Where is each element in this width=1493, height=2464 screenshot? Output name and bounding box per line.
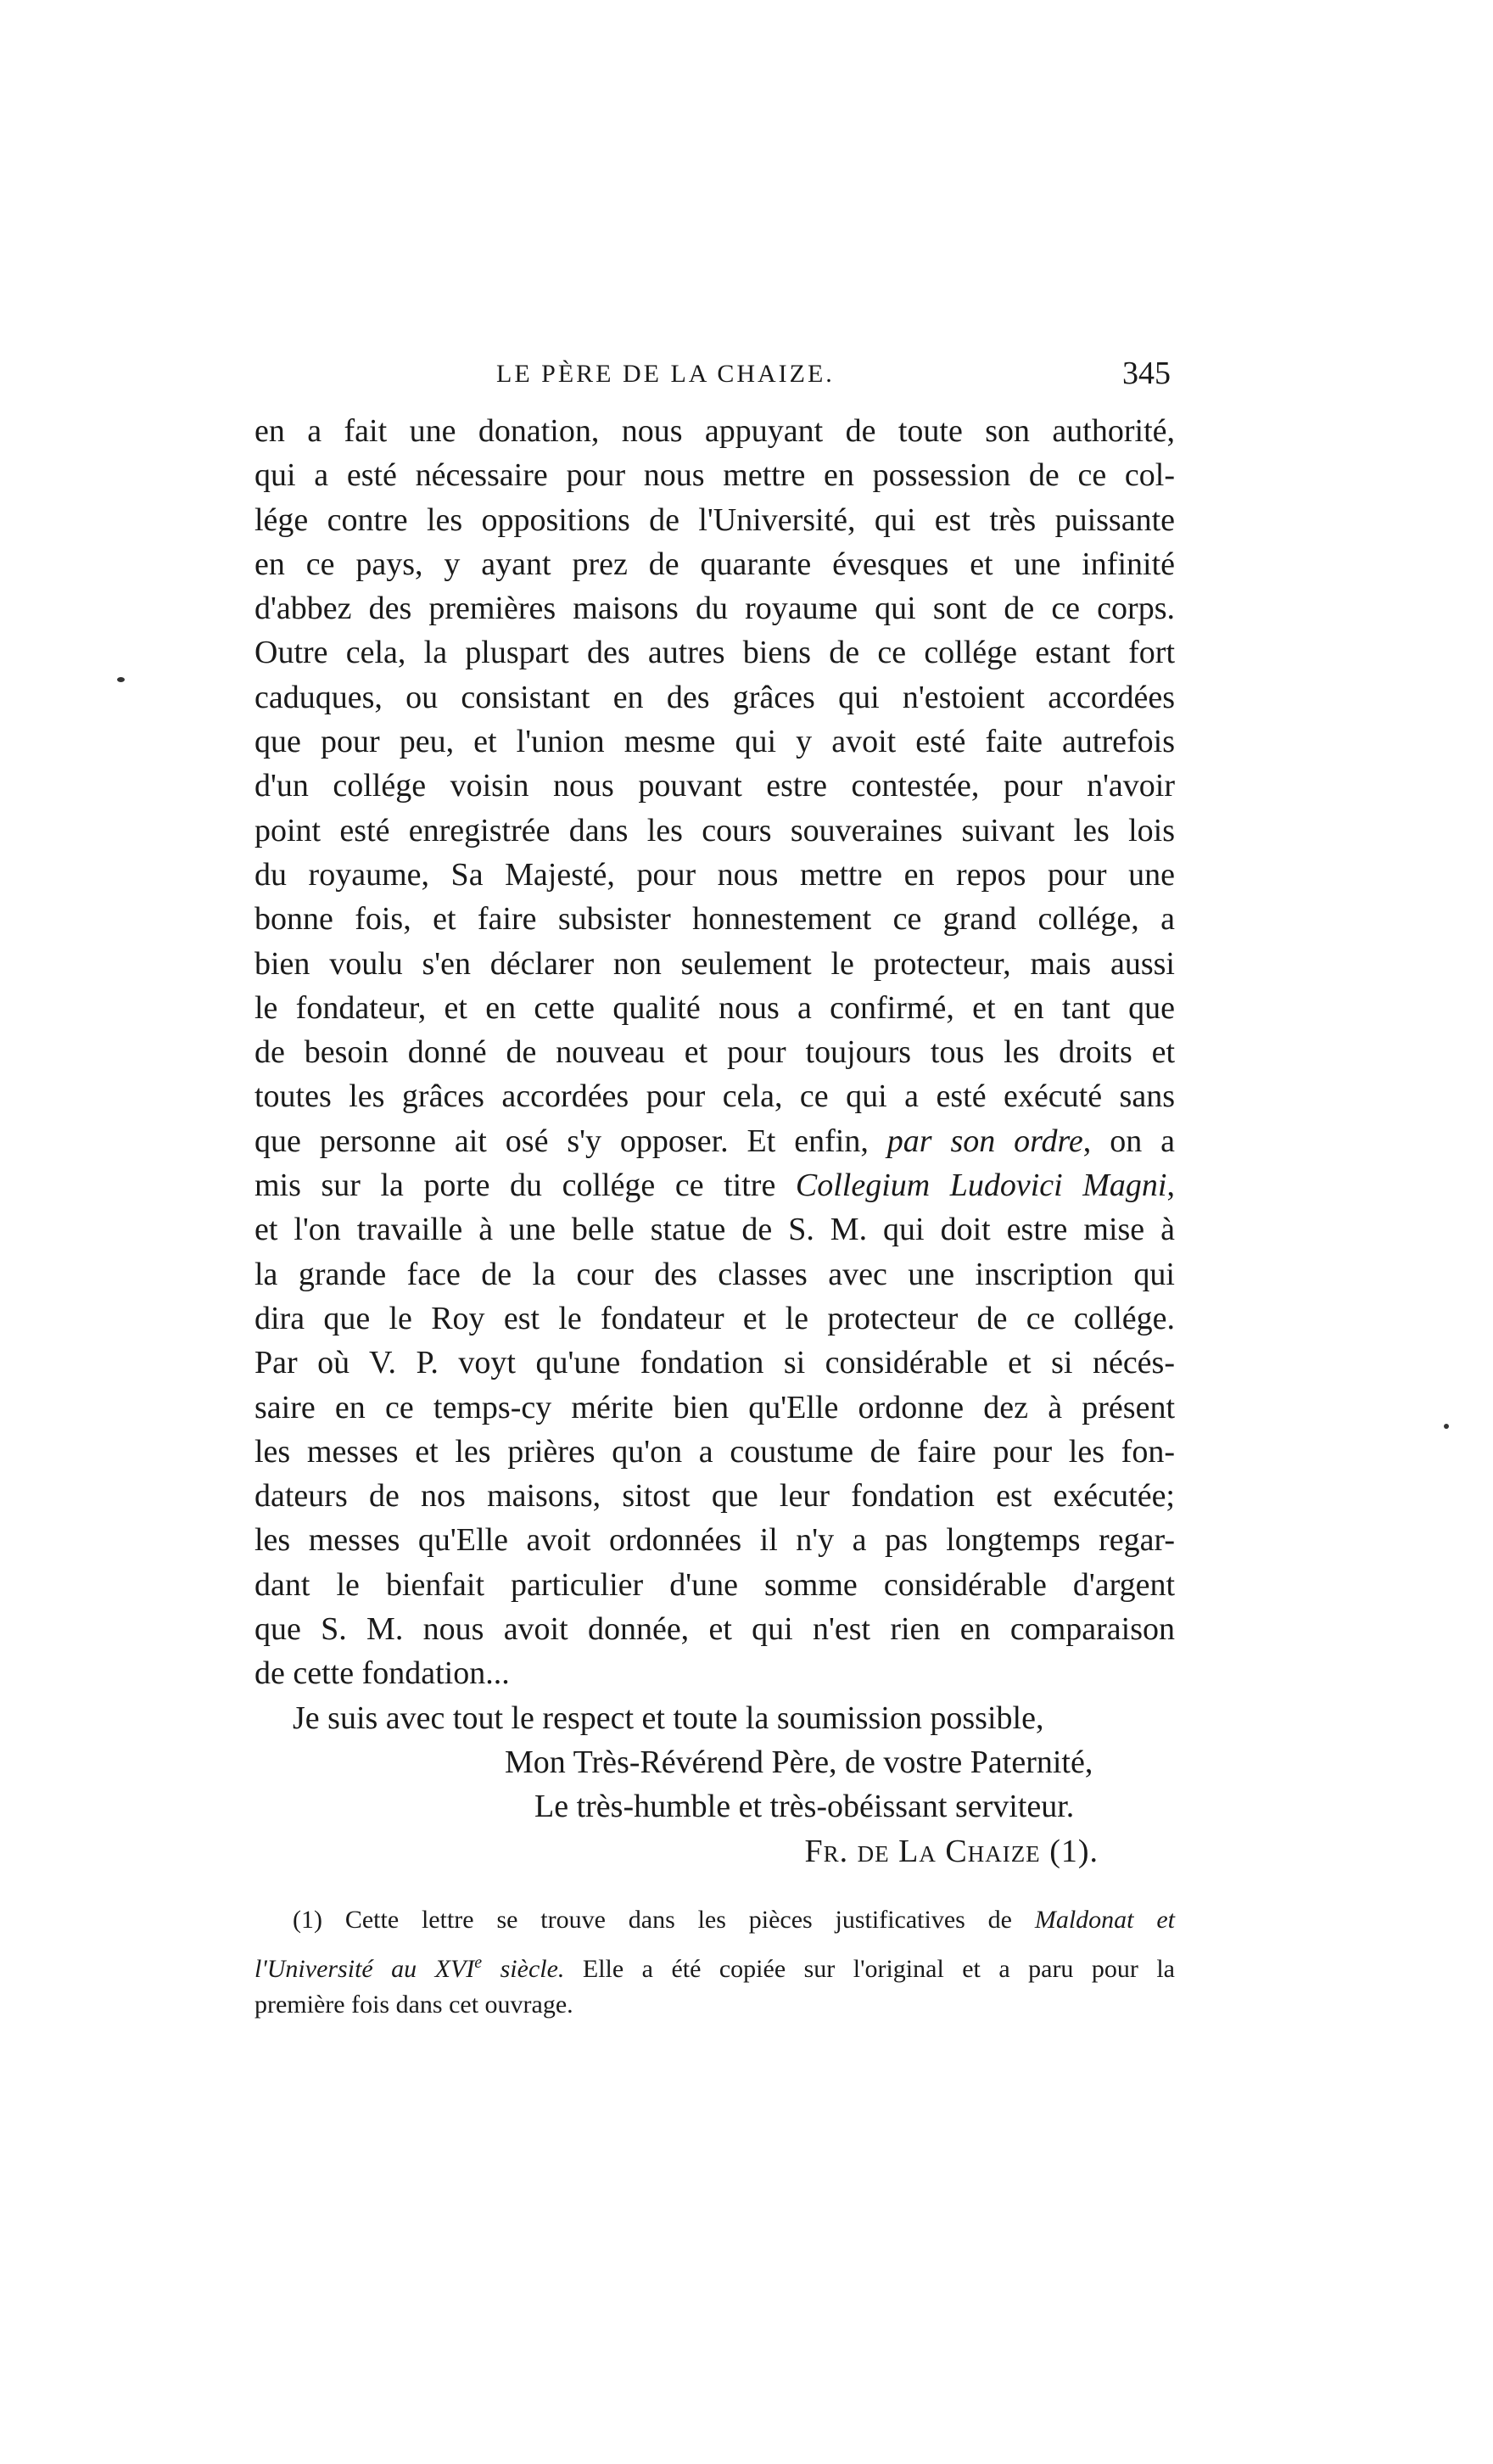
text-line: lége contre les oppositions de l'Université, qui est très puissante [254,501,1175,538]
text-segment: mis sur la porte du collége ce titre [254,1168,776,1204]
text-line: caduques, ou consistant en des grâces qui n'estoient accordées [254,679,1175,715]
footnote-line: première fois dans cet ouvrage. [254,1991,573,2019]
scan-speck [1444,1424,1449,1429]
text-line: d'un collége voisin nous pouvant estre contestée, pour n'avoir [254,768,1175,804]
signature [254,1829,1175,1873]
footnote-line [254,1899,1175,1941]
text-line: Par où V. P. voyt qu'une fondation si considérable et si nécés- [254,1345,1175,1381]
text-line: dant le bienfait particulier d'une somme considérable d'argent [254,1566,1175,1603]
italic-title: Maldonat et [1034,1906,1175,1934]
letter-body [254,409,1175,1873]
text-segment: Elle a été copiée sur l'original et a paru pour la [564,1955,1175,1983]
text-line: les messes et les prières qu'on a coustume de faire pour les fon- [254,1433,1175,1470]
footnote-reference: (1). [1040,1833,1099,1869]
text-line: en ce pays, y ayant prez de quarante évesques et une infinité [254,546,1175,582]
text-line: toutes les grâces accordées pour cela, ce qui a esté exécuté sans [254,1078,1175,1115]
page-number: 345 [1122,356,1171,391]
text-segment: , on a [1082,1123,1176,1159]
text-line: dateurs de nos maisons, sitost que leur fondation est exécutée; [254,1478,1175,1515]
text-line: en a fait une donation, nous appuyant de toute son authorité, [254,413,1175,449]
footnote [254,1899,1175,2026]
italic-phrase: par son ordre [886,1123,1083,1159]
text-line: que pour peu, et l'union mesme qui y avoit esté faite autrefois [254,724,1175,760]
closing-line: Je suis avec tout le respect et toute la soumission possible, [293,1700,1044,1736]
text-segment: (1) Cette lettre se trouve dans les pièces justificatives de [293,1906,1012,1934]
text-line: de besoin donné de nouveau et pour toujours tous les droits et [254,1034,1175,1071]
text-line [254,1163,1175,1207]
closing-line: Le très-humble et très-obéissant serviteur. [534,1789,1075,1825]
scan-speck [117,677,125,682]
text-line: Outre cela, la pluspart des autres biens de ce collége estant fort [254,635,1175,671]
text-segment: , [1166,1168,1175,1204]
signature-name: Fr. de La Chaize [804,1833,1041,1869]
italic-title: l'Université au XVI [254,1955,475,1983]
text-segment: que personne ait osé s'y opposer. Et enfin, [254,1123,869,1159]
text-line: dira que le Roy est le fondateur et le protecteur de ce collége. [254,1300,1175,1336]
running-title: LE PÈRE DE LA CHAIZE. [496,360,835,388]
footnote-line [254,1941,1175,1984]
text-line: bonne fois, et faire subsister honnestement ce grand collége, a [254,901,1175,938]
closing-line: Mon Très-Révérend Père, de vostre Paternité, [505,1744,1093,1780]
text-line: que S. M. nous avoit donnée, et qui n'est rien en comparaison [254,1611,1175,1648]
text-line [254,1119,1175,1163]
text-line: qui a esté nécessaire pour nous mettre en possession de ce col- [254,457,1175,494]
superscript: e [474,1953,483,1972]
text-line: d'abbez des premières maisons du royaume qui sont de ce corps. [254,591,1175,627]
page-header [254,355,1171,406]
italic-title: Collegium Ludovici Magni [795,1168,1167,1204]
text-line: la grande face de la cour des classes avec une inscription qui [254,1256,1175,1292]
text-line: saire en ce temps-cy mérite bien qu'Elle ordonne dez à présent [254,1389,1175,1425]
text-line: et l'on travaille à une belle statue de S. M. qui doit estre mise à [254,1212,1175,1248]
text-line: du royaume, Sa Majesté, pour nous mettre en repos pour une [254,856,1175,893]
text-line: le fondateur, et en cette qualité nous a confirmé, et en tant que [254,989,1175,1026]
text-line: les messes qu'Elle avoit ordonnées il n'y a pas longtemps regar- [254,1522,1175,1559]
text-line: bien voulu s'en déclarer non seulement le protecteur, mais aussi [254,945,1175,982]
text-line: point esté enregistrée dans les cours souveraines suivant les lois [254,812,1175,848]
italic-title: siècle. [482,1955,565,1983]
text-line: de cette fondation... [254,1655,510,1692]
